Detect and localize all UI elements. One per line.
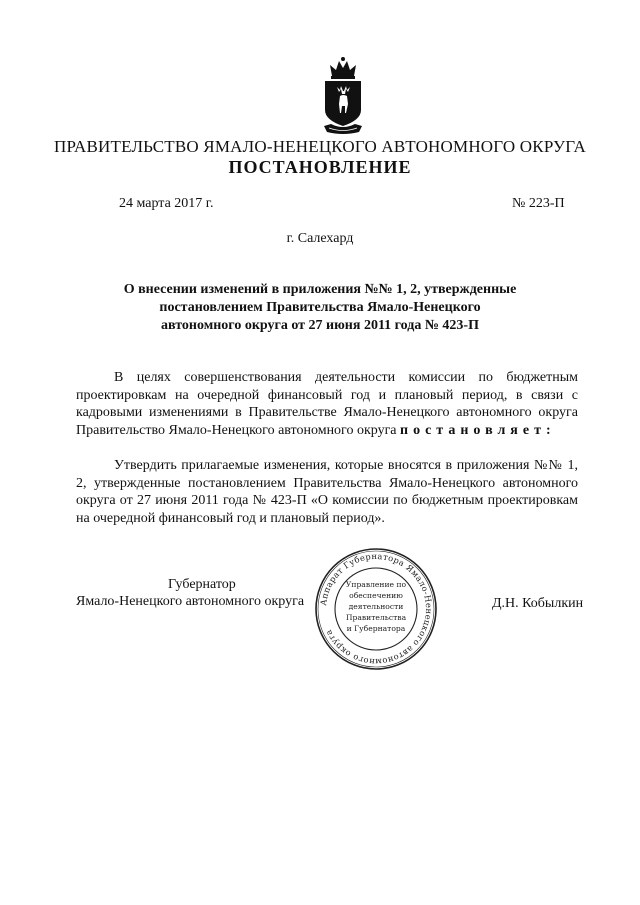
document-type: ПОСТАНОВЛЕНИЕ xyxy=(228,157,412,177)
resolution-keyword: постановляет: xyxy=(400,422,556,438)
title-line-2: постановлением Правительства Ямало-Ненецкого xyxy=(159,300,481,315)
signatory-position-line-1: Губернатор xyxy=(168,577,236,592)
title-line-1: О внесении изменений в приложения №№ 1, 2, утвержденные xyxy=(123,282,517,297)
government-name: ПРАВИТЕЛЬСТВО ЯМАЛО-НЕНЕЦКОГО АВТОНОМНОГО ОКРУГА xyxy=(54,137,586,156)
coat-of-arms-icon xyxy=(321,56,365,136)
seal-ring-text: Аппарат Губернатора Ямало-Ненецкого автономного округа xyxy=(318,550,435,668)
body-paragraph-1 xyxy=(76,369,578,439)
title-line-3: автономного округа от 27 июня 2011 года № 423-П xyxy=(161,318,479,333)
seal-line-2: обеспечению xyxy=(349,591,403,600)
official-seal xyxy=(314,547,438,671)
seal-line-5: и Губернатора xyxy=(346,624,406,633)
document-city: г. Салехард xyxy=(286,231,354,246)
document-date: 24 марта 2017 г. xyxy=(119,196,214,211)
paragraph-1-text: В целях совершенствования деятельности комиссии по бюджетным проектировкам на очередной финансовый год и плановый период, в связи с кадровыми изменениями в Правительстве Ямало-Ненецкого автономного округа Правительство Ямало-Ненецкого автономного округа xyxy=(76,370,578,438)
seal-line-1: Управление по xyxy=(345,580,407,589)
body-paragraph-2: Утвердить прилагаемые изменения, которые вносятся в приложения №№ 1, 2, утвержденные постановлением Правительства Ямало-Ненецкого автономного округа от 27 июня 2011 года № 423-П «О комиссии по бюджетным проектировкам на очередной финансовый год и плановый период». xyxy=(76,458,578,526)
seal-line-4: Правительства xyxy=(345,613,407,622)
signatory-position-line-2: Ямало-Ненецкого автономного округа xyxy=(76,594,305,609)
seal-line-3: деятельности xyxy=(348,602,404,611)
document-title xyxy=(100,281,540,335)
signatory-name: Д.Н. Кобылкин xyxy=(492,596,584,611)
document-number: № 223-П xyxy=(512,196,565,211)
